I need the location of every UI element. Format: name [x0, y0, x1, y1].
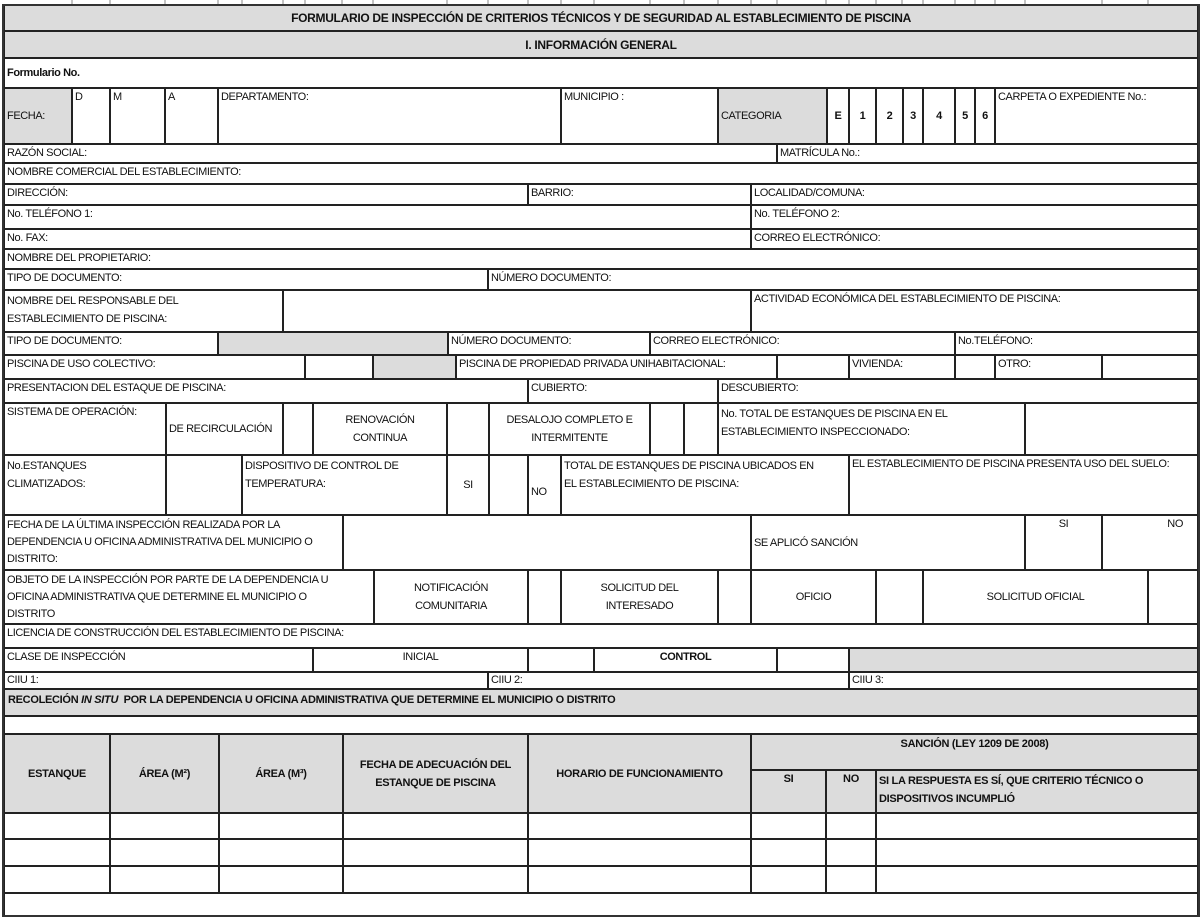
dispositivo-label: [242, 455, 447, 515]
desalojo-line1: DESALOJO COMPLETO E: [506, 414, 633, 426]
recoleccion-section-title: [4, 689, 1198, 716]
propietario-field[interactable]: [4, 249, 1198, 269]
fecha-day-field[interactable]: [72, 88, 110, 144]
ciiu1-label: CIIU 1:: [7, 674, 39, 686]
cell-area-m2[interactable]: [110, 839, 219, 866]
vivienda-label: VIVIENDA:: [849, 355, 955, 379]
carpeta-field[interactable]: [995, 88, 1198, 144]
form-title: FORMULARIO DE INSPECCIÓN DE CRITERIOS TÉCNICOS Y DE SEGURIDAD AL ESTABLECIMIENTO DE PISCINA: [4, 5, 1198, 31]
categoria-option-e[interactable]: E: [827, 88, 849, 144]
dispositivo-line2: TEMPERATURA:: [245, 478, 326, 490]
cell-criterio[interactable]: [876, 866, 1198, 893]
solicitud-oficial-label: SOLICITUD OFICIAL: [923, 570, 1148, 624]
cell-sancion-no[interactable]: [826, 866, 876, 893]
direccion-field[interactable]: [4, 184, 528, 205]
cell-criterio[interactable]: [876, 813, 1198, 839]
control-label: CONTROL: [594, 648, 777, 672]
col-header-criterio: [876, 770, 1198, 813]
nombre-comercial-label: NOMBRE COMERCIAL DEL ESTABLECIMIENTO:: [7, 166, 241, 178]
column-guides: [0, 0, 1202, 4]
telefono1-field[interactable]: [4, 205, 751, 229]
localidad-field[interactable]: [751, 184, 1198, 205]
municipio-label: MUNICIPIO :: [564, 91, 624, 103]
cell-criterio[interactable]: [876, 839, 1198, 866]
col-header-area-m3: ÁREA (M³): [219, 734, 343, 813]
cell-horario[interactable]: [528, 813, 751, 839]
cell-estanque[interactable]: [4, 866, 110, 893]
descubierto-label: DESCUBIERTO:: [721, 382, 799, 394]
renovacion-label: [313, 403, 447, 455]
cell-horario[interactable]: [528, 866, 751, 893]
climatizados-label: [4, 455, 166, 515]
recoleccion-prefix: RECOLECIÓN: [8, 694, 82, 706]
recoleccion-spacer: [4, 716, 1198, 734]
clase-inspeccion-label: CLASE DE INSPECCIÓN: [4, 648, 313, 672]
categoria-option-3[interactable]: 3: [903, 88, 923, 144]
fecha-year-field[interactable]: [165, 88, 218, 144]
numero-documento-field[interactable]: [488, 269, 1198, 290]
responsable-label-line1: NOMBRE DEL RESPONSABLE DEL: [7, 295, 179, 307]
categoria-option-4[interactable]: 4: [923, 88, 955, 144]
cell-sancion-no[interactable]: [826, 813, 876, 839]
month-label: M: [113, 91, 122, 103]
oficio-checkbox[interactable]: [876, 570, 923, 624]
notificacion-line2: COMUNITARIA: [415, 600, 487, 612]
presentacion-field[interactable]: [4, 379, 528, 403]
tipo-documento-label: TIPO DE DOCUMENTO:: [7, 272, 122, 284]
cubierto-label: CUBIERTO:: [531, 382, 587, 394]
oficio-label: OFICIO: [751, 570, 876, 624]
fecha-adecuacion-line1: FECHA DE ADECUACIÓN DEL: [359, 758, 512, 771]
renovacion-line1: RENOVACIÓN: [345, 414, 415, 426]
numero-documento-label: NÚMERO DOCUMENTO:: [491, 272, 612, 284]
actividad-economica-label: ACTIVIDAD ECONÓMICA DEL ESTABLECIMIENTO DE PISCINA:: [754, 293, 1061, 305]
fecha-label: FECHA:: [4, 88, 72, 144]
cell-estanque[interactable]: [4, 839, 110, 866]
direccion-label: DIRECCIÓN:: [7, 187, 68, 199]
ultima-line3: DISTRITO:: [7, 553, 58, 565]
objeto-inspeccion-label: [4, 570, 374, 624]
descubierto-field[interactable]: [718, 379, 1198, 403]
fax-field[interactable]: [4, 229, 751, 249]
inicial-checkbox[interactable]: [528, 648, 594, 672]
propiedad-privada-input[interactable]: [777, 355, 849, 379]
matricula-label: MATRÍCULA No.:: [780, 147, 860, 159]
uso-colectivo-label: PISCINA DE USO COLECTIVO:: [4, 355, 305, 379]
solicitud-oficial-checkbox[interactable]: [1148, 570, 1198, 624]
recirculacion-label: DE RECIRCULACIÓN: [166, 403, 283, 455]
licencia-label: LICENCIA DE CONSTRUCCIÓN DEL ESTABLECIMIENTO DE PISCINA:: [7, 627, 344, 639]
form-number-field[interactable]: [4, 58, 1198, 88]
ciiu2-field[interactable]: [488, 672, 849, 689]
sancion-si-label: SI: [1058, 518, 1069, 530]
climatizados-line2: CLIMATIZADOS:: [7, 478, 86, 490]
recoleccion-suffix: POR LA DEPENDENCIA U OFICINA ADMINISTRATIVA QUE DETERMINE EL MUNICIPIO O DISTRITO: [118, 694, 616, 706]
cell-horario[interactable]: [528, 839, 751, 866]
telefono-responsable-field[interactable]: [955, 332, 1198, 355]
criterio-line2: DISPOSITIVOS INCUMPLIÓ: [879, 793, 1015, 805]
razon-social-label: RAZÓN SOCIAL:: [7, 147, 87, 159]
correo-responsable-field[interactable]: [650, 332, 955, 355]
ultima-line1: FECHA DE LA ÚLTIMA INSPECCIÓN REALIZADA POR LA: [7, 519, 280, 531]
notificacion-checkbox[interactable]: [528, 570, 561, 624]
total-estanques-line1: No. TOTAL DE ESTANQUES DE PISCINA EN EL: [721, 408, 948, 420]
uso-suelo-label: EL ESTABLECIMIENTO DE PISCINA PRESENTA USO DEL SUELO:: [852, 458, 1170, 470]
sancion-no-option[interactable]: [1102, 515, 1198, 570]
criterio-line1: SI LA RESPUESTA ES SÍ, QUE CRITERIO TÉCNICO O: [879, 775, 1144, 787]
actividad-economica-field[interactable]: [751, 290, 1198, 332]
col-header-sancion: SANCIÓN (LEY 1209 DE 2008): [751, 734, 1198, 770]
tipo-documento-responsable-label: TIPO DE DOCUMENTO:: [4, 332, 218, 355]
day-label: D: [75, 91, 83, 103]
departamento-field[interactable]: [218, 88, 561, 144]
carpeta-label: CARPETA O EXPEDIENTE No.:: [998, 91, 1147, 103]
dispositivo-line1: DISPOSITIVO DE CONTROL DE: [245, 460, 399, 472]
col-header-sancion-si: SI: [751, 770, 826, 813]
responsable-label: [4, 290, 283, 332]
objeto-line1: OBJETO DE LA INSPECCIÓN POR PARTE DE LA DEPENDENCIA U: [7, 574, 329, 586]
clase-shaded: [849, 648, 1198, 672]
responsable-label-line2: ESTABLECIMIENTO DE PISCINA:: [7, 313, 167, 325]
responsable-input[interactable]: [283, 290, 751, 332]
telefono2-label: No. TELÉFONO 2:: [754, 208, 840, 220]
objeto-line3: DISTRITO: [7, 608, 55, 620]
propietario-label: NOMBRE DEL PROPIETARIO:: [7, 252, 151, 264]
notificacion-line1: NOTIFICACIÓN: [413, 582, 489, 594]
inicial-label: INICIAL: [313, 648, 528, 672]
col-header-sancion-no: NO: [826, 770, 876, 813]
departamento-label: DEPARTAMENTO:: [221, 91, 309, 103]
uso-suelo-field[interactable]: [849, 455, 1198, 515]
renovacion-line2: CONTINUA: [352, 432, 408, 444]
ultima-line2: DEPENDENCIA U OFICINA ADMINISTRATIVA DEL MUNICIPIO O: [7, 536, 313, 548]
renovacion-checkbox[interactable]: [447, 403, 489, 455]
section-title-general-info: I. INFORMACIÓN GENERAL: [4, 31, 1198, 58]
dispositivo-si-label: SI: [447, 455, 489, 515]
solicitud-interesado-line1: SOLICITUD DEL: [600, 582, 679, 594]
nombre-comercial-field[interactable]: [4, 163, 1198, 184]
col-header-area-m2: ÁREA (M²): [110, 734, 219, 813]
telefono2-field[interactable]: [751, 205, 1198, 229]
dispositivo-no-label: NO: [528, 455, 561, 515]
categoria-option-1[interactable]: 1: [849, 88, 876, 144]
barrio-label: BARRIO:: [531, 187, 574, 199]
ciiu2-label: CIIU 2:: [491, 674, 523, 686]
razon-social-field[interactable]: [4, 144, 777, 163]
fecha-month-field[interactable]: [110, 88, 165, 144]
desalojo-checkbox-a[interactable]: [650, 403, 684, 455]
localidad-label: LOCALIDAD/COMUNA:: [754, 187, 865, 199]
numero-documento-responsable-field[interactable]: [448, 332, 650, 355]
cubierto-field[interactable]: [528, 379, 718, 403]
col-header-fecha-adecuacion: [343, 734, 528, 813]
sancion-si-option[interactable]: [1025, 515, 1102, 570]
numero-documento-responsable-label: NÚMERO DOCUMENTO:: [451, 335, 572, 347]
cell-fecha-adecuacion[interactable]: [343, 866, 528, 893]
telefono1-label: No. TELÉFONO 1:: [7, 208, 93, 220]
ultima-inspeccion-label: [4, 515, 343, 570]
correo-label: CORREO ELECTRÓNICO:: [754, 232, 881, 244]
uso-colectivo-input[interactable]: [305, 355, 373, 379]
total-estanques-input[interactable]: [1025, 403, 1198, 455]
climatizados-line1: No.ESTANQUES: [7, 460, 87, 472]
sancion-aplico-label: SE APLICÓ SANCIÓN: [751, 515, 1025, 570]
tipo-documento-field[interactable]: [4, 269, 488, 290]
control-checkbox[interactable]: [777, 648, 849, 672]
cell-sancion-si[interactable]: [751, 866, 826, 893]
solicitud-interesado-checkbox[interactable]: [718, 570, 751, 624]
dispositivo-si-checkbox[interactable]: [489, 455, 528, 515]
ubicados-line1: TOTAL DE ESTANQUES DE PISCINA UBICADOS EN: [564, 460, 814, 472]
climatizados-input[interactable]: [166, 455, 242, 515]
fecha-adecuacion-line2: ESTANQUE DE PISCINA: [375, 776, 496, 789]
cell-fecha-adecuacion[interactable]: [343, 813, 528, 839]
ultima-inspeccion-input[interactable]: [343, 515, 751, 570]
ubicados-field[interactable]: [561, 455, 849, 515]
cell-sancion-no[interactable]: [826, 839, 876, 866]
categoria-option-5[interactable]: 5: [955, 88, 975, 144]
recirculacion-checkbox[interactable]: [283, 403, 313, 455]
form-number-label: Formulario No.: [7, 67, 80, 79]
licencia-field[interactable]: [4, 624, 1198, 648]
desalojo-checkbox-b[interactable]: [684, 403, 718, 455]
propiedad-privada-label: PISCINA DE PROPIEDAD PRIVADA UNIHABITACIONAL:: [456, 355, 777, 379]
tipo-documento-responsable-input[interactable]: [218, 332, 448, 355]
cell-sancion-si[interactable]: [751, 839, 826, 866]
total-estanques-label: [718, 403, 1025, 455]
telefono-responsable-label: No.TELÉFONO:: [958, 335, 1033, 347]
cell-area-m2[interactable]: [110, 866, 219, 893]
uso-colectivo-shaded: [373, 355, 456, 379]
desalojo-line2: INTERMITENTE: [531, 432, 608, 444]
fax-label: No. FAX:: [7, 232, 48, 244]
recoleccion-in-situ: IN SITU: [81, 694, 119, 706]
categoria-option-2[interactable]: 2: [876, 88, 903, 144]
notificacion-label: [374, 570, 528, 624]
ciiu3-label: CIIU 3:: [852, 674, 884, 686]
cell-area-m3[interactable]: [219, 839, 343, 866]
total-estanques-line2: ESTABLECIMIENTO INSPECCIONADO:: [721, 426, 910, 438]
cell-sancion-si[interactable]: [751, 813, 826, 839]
solicitud-interesado-label: [561, 570, 718, 624]
correo-field[interactable]: [751, 229, 1198, 249]
matricula-field[interactable]: [777, 144, 1198, 163]
presentacion-label: PRESENTACION DEL ESTAQUE DE PISCINA:: [7, 382, 226, 394]
cell-area-m3[interactable]: [219, 813, 343, 839]
col-header-estanque: ESTANQUE: [4, 734, 110, 813]
sancion-no-label: NO: [1167, 518, 1183, 530]
objeto-line2: OFICINA ADMINISTRATIVA QUE DETERMINE EL MUNICIPIO O: [7, 591, 307, 603]
solicitud-interesado-line2: INTERESADO: [605, 600, 674, 612]
vivienda-input[interactable]: [955, 355, 995, 379]
cell-fecha-adecuacion[interactable]: [343, 839, 528, 866]
barrio-field[interactable]: [528, 184, 751, 205]
otro-label: OTRO:: [995, 355, 1102, 379]
municipio-field[interactable]: [561, 88, 718, 144]
cell-area-m3[interactable]: [219, 866, 343, 893]
ciiu1-field[interactable]: [4, 672, 488, 689]
cell-estanque[interactable]: [4, 813, 110, 839]
year-label: A: [168, 91, 175, 103]
cell-area-m2[interactable]: [110, 813, 219, 839]
otro-input[interactable]: [1102, 355, 1198, 379]
col-header-horario: HORARIO DE FUNCIONAMIENTO: [528, 734, 751, 813]
ubicados-line2: EL ESTABLECIMIENTO DE PISCINA:: [564, 478, 739, 490]
sistema-operacion-label: SISTEMA DE OPERACIÓN:: [4, 403, 166, 455]
table-footer-blank: [4, 893, 1198, 916]
categoria-label: CATEGORIA: [718, 88, 827, 144]
categoria-option-6[interactable]: 6: [975, 88, 995, 144]
desalojo-label: [489, 403, 650, 455]
correo-responsable-label: CORREO ELECTRÓNICO:: [653, 335, 780, 347]
ciiu3-field[interactable]: [849, 672, 1198, 689]
